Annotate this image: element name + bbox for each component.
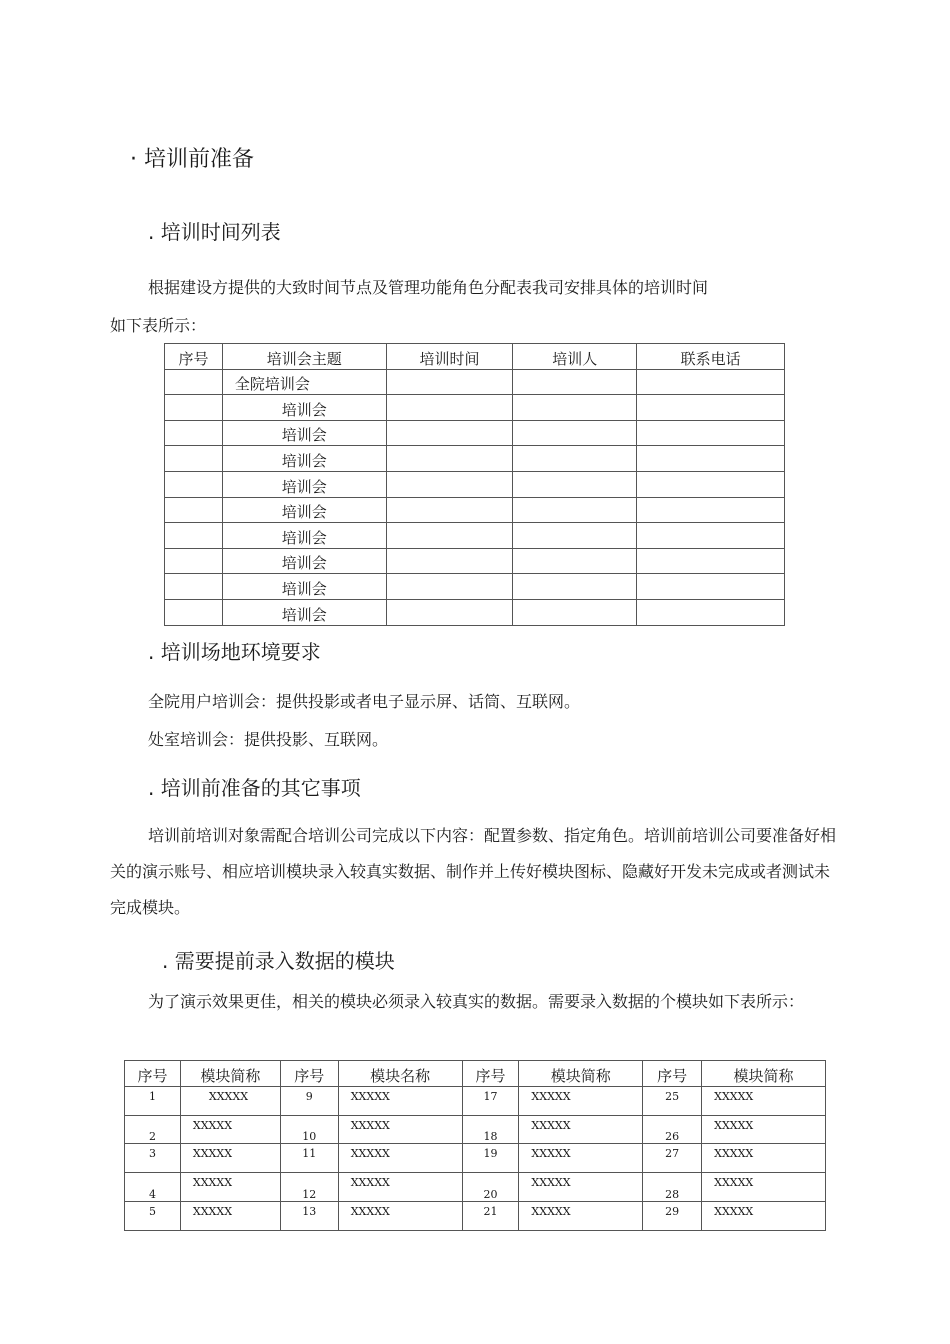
header-cell: 序号 <box>643 1061 702 1087</box>
venue-requirements-heading: . 培训场地环境要求 <box>148 640 321 664</box>
empty-cell <box>165 548 223 574</box>
index-cell: 2 <box>125 1115 181 1144</box>
empty-cell <box>386 471 513 497</box>
table-row <box>125 1086 826 1115</box>
module-name-cell: XXXXX <box>338 1086 462 1115</box>
empty-cell <box>165 420 223 446</box>
index-cell: 25 <box>643 1086 702 1115</box>
module-name-cell: XXXXX <box>519 1086 643 1115</box>
module-name-cell: XXXXX <box>702 1115 826 1144</box>
module-name-cell: XXXXX <box>338 1115 462 1144</box>
empty-cell <box>513 548 637 574</box>
module-name-cell: XXXXX <box>519 1144 643 1173</box>
empty-cell <box>386 395 513 421</box>
header-cell: 序号 <box>165 344 223 370</box>
module-name-cell: XXXXX <box>338 1173 462 1202</box>
empty-cell <box>386 497 513 523</box>
module-name-cell: XXXXX <box>180 1115 280 1144</box>
empty-cell <box>386 523 513 549</box>
empty-cell <box>513 395 637 421</box>
module-name-cell: XXXXX <box>519 1201 643 1230</box>
header-cell: 模块简称 <box>519 1061 643 1087</box>
empty-cell <box>386 548 513 574</box>
topic-cell: 培训会 <box>222 548 386 574</box>
empty-cell <box>165 599 223 625</box>
venue-line2: 处室培训会：提供投影、互联网。 <box>148 730 389 749</box>
table-header-row <box>125 1061 826 1087</box>
module-name-cell: XXXXX <box>180 1173 280 1202</box>
module-name-cell: XXXXX <box>519 1173 643 1202</box>
topic-cell: 全院培训会 <box>222 369 386 395</box>
header-cell: 序号 <box>125 1061 181 1087</box>
topic-cell: 培训会 <box>222 523 386 549</box>
index-cell: 1 <box>125 1086 181 1115</box>
header-cell: 模块名称 <box>338 1061 462 1087</box>
empty-cell <box>165 471 223 497</box>
module-name-cell: XXXXX <box>702 1086 826 1115</box>
topic-cell: 培训会 <box>222 599 386 625</box>
table-row <box>125 1201 826 1230</box>
empty-cell <box>637 369 785 395</box>
index-cell: 12 <box>280 1173 338 1202</box>
table-row <box>165 497 785 523</box>
index-cell: 9 <box>280 1086 338 1115</box>
modules-heading: . 需要提前录入数据的模块 <box>162 949 395 973</box>
table-row <box>165 471 785 497</box>
index-cell: 19 <box>462 1144 519 1173</box>
empty-cell <box>637 599 785 625</box>
schedule-intro-line1: 根据建设方提供的大致时间节点及管理功能角色分配表我司安排具体的培训时间 <box>148 278 709 297</box>
index-cell: 27 <box>643 1144 702 1173</box>
topic-cell: 培训会 <box>222 446 386 472</box>
table-row <box>165 574 785 600</box>
training-schedule-heading: . 培训时间列表 <box>148 220 281 244</box>
header-cell: 培训会主题 <box>222 344 386 370</box>
empty-cell <box>513 446 637 472</box>
empty-cell <box>165 395 223 421</box>
index-cell: 28 <box>643 1173 702 1202</box>
section-heading: · 培训前准备 <box>130 147 254 172</box>
table-row <box>125 1115 826 1144</box>
empty-cell <box>165 523 223 549</box>
topic-cell: 培训会 <box>222 497 386 523</box>
table-row <box>125 1173 826 1202</box>
topic-cell: 培训会 <box>222 420 386 446</box>
empty-cell <box>637 395 785 421</box>
index-cell: 17 <box>462 1086 519 1115</box>
index-cell: 18 <box>462 1115 519 1144</box>
header-cell: 培训人 <box>513 344 637 370</box>
venue-line1: 全院用户培训会：提供投影或者电子显示屏、话筒、互联网。 <box>148 692 581 711</box>
table-row <box>165 395 785 421</box>
table-row <box>165 446 785 472</box>
module-name-cell: XXXXX <box>519 1115 643 1144</box>
empty-cell <box>386 420 513 446</box>
index-cell: 10 <box>280 1115 338 1144</box>
topic-cell: 培训会 <box>222 574 386 600</box>
table-row <box>125 1144 826 1173</box>
index-cell: 29 <box>643 1201 702 1230</box>
empty-cell <box>513 523 637 549</box>
index-cell: 20 <box>462 1173 519 1202</box>
header-cell: 模块简称 <box>702 1061 826 1087</box>
empty-cell <box>513 369 637 395</box>
header-cell: 培训时间 <box>386 344 513 370</box>
empty-cell <box>513 420 637 446</box>
empty-cell <box>637 548 785 574</box>
schedule-intro-line2: 如下表所示： <box>110 316 207 335</box>
index-cell: 21 <box>462 1201 519 1230</box>
header-cell: 模块简称 <box>180 1061 280 1087</box>
table-row <box>165 523 785 549</box>
modules-table <box>124 1060 826 1231</box>
table-row <box>165 369 785 395</box>
other-preparation-heading: . 培训前准备的其它事项 <box>148 776 361 800</box>
index-cell: 13 <box>280 1201 338 1230</box>
module-name-cell: XXXXX <box>180 1144 280 1173</box>
empty-cell <box>513 471 637 497</box>
modules-paragraph: 为了演示效果更佳，相关的模块必须录入较真实的数据。需要录入数据的个模块如下表所示： <box>148 992 805 1011</box>
header-cell: 联系电话 <box>637 344 785 370</box>
empty-cell <box>165 497 223 523</box>
module-name-cell: XXXXX <box>180 1201 280 1230</box>
header-cell: 序号 <box>280 1061 338 1087</box>
empty-cell <box>637 446 785 472</box>
table-row <box>165 548 785 574</box>
empty-cell <box>637 497 785 523</box>
training-schedule-table <box>164 343 785 626</box>
topic-cell: 培训会 <box>222 395 386 421</box>
empty-cell <box>386 574 513 600</box>
table-row <box>165 420 785 446</box>
empty-cell <box>165 574 223 600</box>
table-row <box>165 599 785 625</box>
module-name-cell: XXXXX <box>702 1173 826 1202</box>
empty-cell <box>637 420 785 446</box>
module-name-cell: XXXXX <box>180 1086 280 1115</box>
empty-cell <box>513 497 637 523</box>
empty-cell <box>637 471 785 497</box>
empty-cell <box>386 369 513 395</box>
topic-cell: 培训会 <box>222 471 386 497</box>
empty-cell <box>165 446 223 472</box>
empty-cell <box>637 574 785 600</box>
index-cell: 26 <box>643 1115 702 1144</box>
empty-cell <box>513 574 637 600</box>
index-cell: 4 <box>125 1173 181 1202</box>
index-cell: 5 <box>125 1201 181 1230</box>
header-cell: 序号 <box>462 1061 519 1087</box>
module-name-cell: XXXXX <box>338 1201 462 1230</box>
empty-cell <box>165 369 223 395</box>
other-preparation-paragraph: 培训前培训对象需配合培训公司完成以下内容：配置参数、指定角色。培训前培训公司要准备好相关的演示账号、相应培训模块录入较真实数据、制作并上传好模块图标、隐藏好开发未完成或者测试未完成模块。 <box>110 826 837 917</box>
module-name-cell: XXXXX <box>338 1144 462 1173</box>
index-cell: 11 <box>280 1144 338 1173</box>
empty-cell <box>513 599 637 625</box>
table-header-row <box>165 344 785 370</box>
module-name-cell: XXXXX <box>702 1144 826 1173</box>
module-name-cell: XXXXX <box>702 1201 826 1230</box>
index-cell: 3 <box>125 1144 181 1173</box>
empty-cell <box>637 523 785 549</box>
empty-cell <box>386 446 513 472</box>
empty-cell <box>386 599 513 625</box>
